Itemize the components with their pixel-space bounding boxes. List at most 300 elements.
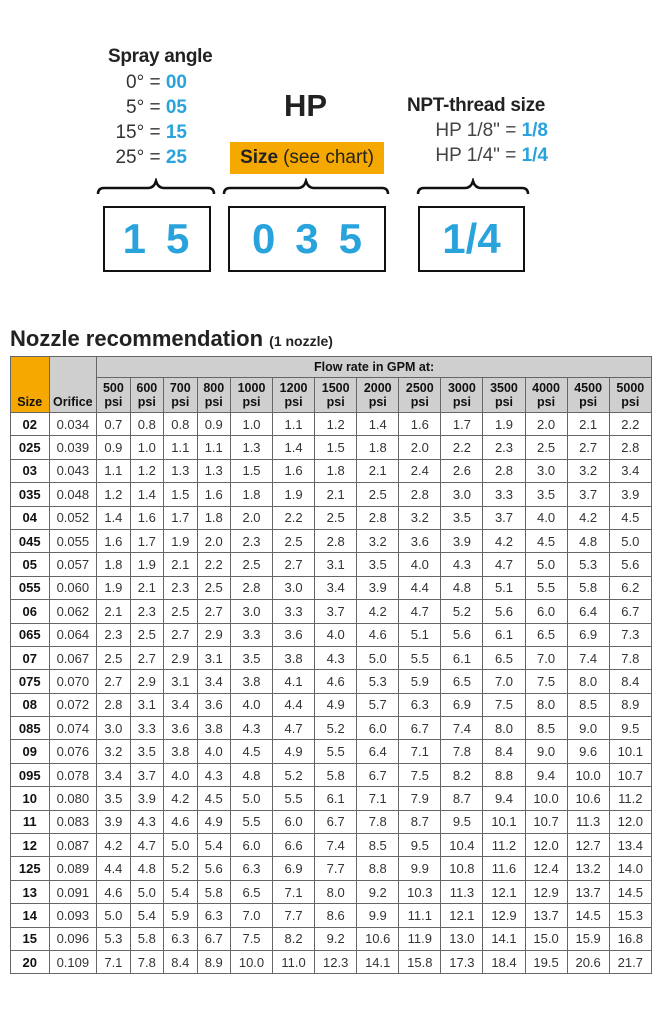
flow-cell: 10.7 [609, 763, 651, 786]
orifice-cell: 0.080 [49, 787, 97, 810]
flow-cell: 5.9 [399, 670, 441, 693]
orifice-cell: 0.060 [49, 576, 97, 599]
flow-cell: 7.5 [483, 693, 525, 716]
flow-cell: 1.8 [357, 436, 399, 459]
flow-cell: 10.1 [483, 810, 525, 833]
flow-cell: 2.8 [357, 506, 399, 529]
flow-cell: 2.0 [399, 436, 441, 459]
flow-cell: 5.3 [357, 670, 399, 693]
flow-cell: 7.5 [399, 763, 441, 786]
flow-cell: 2.5 [273, 529, 315, 552]
flow-cell: 8.0 [567, 670, 609, 693]
flow-cell: 6.0 [230, 834, 272, 857]
spray-angle-code: 25 [165, 147, 187, 168]
flow-cell: 9.5 [441, 810, 483, 833]
flow-cell: 10.3 [399, 880, 441, 903]
flow-cell: 5.2 [273, 763, 315, 786]
flow-cell: 3.9 [609, 483, 651, 506]
table-row [11, 646, 652, 669]
flow-cell: 1.4 [273, 436, 315, 459]
pressure-column-header [609, 378, 651, 413]
pressure-column-header [399, 378, 441, 413]
flow-cell: 5.4 [164, 880, 197, 903]
flow-cell: 0.8 [130, 413, 163, 436]
pressure-unit: psi [579, 395, 598, 409]
spray-angle-degree: 15° [115, 122, 145, 143]
flow-cell: 4.2 [97, 834, 130, 857]
orifice-cell: 0.034 [49, 413, 97, 436]
flow-cell: 2.1 [130, 576, 163, 599]
flow-cell: 1.0 [130, 436, 163, 459]
flow-cell: 6.7 [399, 717, 441, 740]
flow-cell: 16.8 [609, 927, 651, 950]
spray-angle-degree: 0° [126, 72, 145, 93]
table-row [11, 529, 652, 552]
pressure-unit: psi [368, 395, 387, 409]
flow-cell: 2.0 [230, 506, 272, 529]
flow-cell: 11.0 [273, 950, 315, 973]
flow-cell: 6.2 [609, 576, 651, 599]
flow-cell: 4.5 [230, 740, 272, 763]
spray-angle-list [112, 70, 187, 170]
pressure-value: 5000 [616, 381, 645, 395]
pressure-value: 3000 [447, 381, 476, 395]
flow-cell: 4.2 [567, 506, 609, 529]
flow-cell: 3.7 [567, 483, 609, 506]
flow-cell: 15.0 [525, 927, 567, 950]
pressure-unit: psi [621, 395, 640, 409]
table-row [11, 600, 652, 623]
flow-cell: 5.0 [97, 904, 130, 927]
flow-cell: 4.9 [315, 693, 357, 716]
flow-cell: 6.9 [273, 857, 315, 880]
flow-cell: 15.8 [399, 950, 441, 973]
flow-cell: 3.3 [130, 717, 163, 740]
flow-cell: 7.1 [357, 787, 399, 810]
flow-cell: 4.0 [525, 506, 567, 529]
flow-cell: 12.4 [525, 857, 567, 880]
size-cell: 08 [11, 693, 50, 716]
flow-cell: 11.3 [567, 810, 609, 833]
flow-cell: 2.3 [130, 600, 163, 623]
npt-thread-label: HP 1/4" [435, 145, 500, 166]
flow-cell: 10.0 [230, 950, 272, 973]
flow-cell: 1.8 [230, 483, 272, 506]
flow-cell: 3.6 [164, 717, 197, 740]
size-label: Size [240, 147, 279, 168]
flow-cell: 1.7 [130, 529, 163, 552]
flow-cell: 6.9 [441, 693, 483, 716]
size-cell: 125 [11, 857, 50, 880]
flow-cell: 13.0 [441, 927, 483, 950]
pressure-value: 800 [203, 381, 225, 395]
pressure-column-header [164, 378, 197, 413]
flow-cell: 5.5 [525, 576, 567, 599]
flow-cell: 4.6 [97, 880, 130, 903]
flow-cell: 2.8 [483, 459, 525, 482]
flow-cell: 4.0 [315, 623, 357, 646]
flow-cell: 5.3 [97, 927, 130, 950]
flow-cell: 6.7 [609, 600, 651, 623]
flow-cell: 1.7 [441, 413, 483, 436]
pressure-column-header [230, 378, 272, 413]
flow-cell: 1.1 [197, 436, 230, 459]
pressure-unit: psi [537, 395, 556, 409]
flow-cell: 3.1 [130, 693, 163, 716]
flow-cell: 8.5 [525, 717, 567, 740]
flow-cell: 12.9 [525, 880, 567, 903]
flow-cell: 1.6 [97, 529, 130, 552]
flow-cell: 1.0 [230, 413, 272, 436]
table-row [11, 483, 652, 506]
table-subtitle: (1 nozzle) [269, 333, 333, 349]
flow-cell: 5.8 [130, 927, 163, 950]
flow-cell: 4.3 [130, 810, 163, 833]
flow-cell: 5.0 [230, 787, 272, 810]
flow-cell: 12.7 [567, 834, 609, 857]
flow-cell: 3.5 [525, 483, 567, 506]
flow-cell: 6.5 [230, 880, 272, 903]
flow-cell: 2.3 [97, 623, 130, 646]
flow-cell: 6.6 [273, 834, 315, 857]
flow-cell: 2.2 [441, 436, 483, 459]
spray-angle-item [112, 145, 187, 170]
flow-cell: 4.4 [399, 576, 441, 599]
equals-sign: = [149, 147, 161, 168]
flow-cell: 5.4 [197, 834, 230, 857]
npt-thread-label: HP 1/8" [435, 120, 500, 141]
flow-cell: 1.6 [130, 506, 163, 529]
size-cell: 085 [11, 717, 50, 740]
orifice-cell: 0.057 [49, 553, 97, 576]
flow-cell: 4.0 [399, 553, 441, 576]
table-row [11, 834, 652, 857]
flow-cell: 3.0 [230, 600, 272, 623]
flow-cell: 7.8 [357, 810, 399, 833]
flow-cell: 3.4 [609, 459, 651, 482]
flow-cell: 3.2 [399, 506, 441, 529]
flow-cell: 1.3 [197, 459, 230, 482]
flow-cell: 2.5 [230, 553, 272, 576]
flow-cell: 3.3 [230, 623, 272, 646]
pressure-unit: psi [171, 395, 190, 409]
flow-cell: 3.5 [130, 740, 163, 763]
flow-cell: 2.3 [230, 529, 272, 552]
flow-cell: 2.4 [399, 459, 441, 482]
flow-cell: 5.9 [164, 904, 197, 927]
flow-cell: 1.4 [357, 413, 399, 436]
size-cell: 025 [11, 436, 50, 459]
flow-cell: 2.0 [197, 529, 230, 552]
flow-cell: 19.5 [525, 950, 567, 973]
flow-cell: 3.3 [483, 483, 525, 506]
table-row [11, 717, 652, 740]
flow-cell: 9.6 [567, 740, 609, 763]
orifice-cell: 0.043 [49, 459, 97, 482]
flow-cell: 5.5 [230, 810, 272, 833]
angle-code-box: 15 [103, 206, 211, 272]
size-cell: 075 [11, 670, 50, 693]
flow-cell: 2.0 [525, 413, 567, 436]
flow-cell: 7.8 [609, 646, 651, 669]
pressure-unit: psi [410, 395, 429, 409]
flow-cell: 4.8 [567, 529, 609, 552]
flow-cell: 5.4 [130, 904, 163, 927]
flow-cell: 9.2 [315, 927, 357, 950]
flow-cell: 9.5 [399, 834, 441, 857]
orifice-cell: 0.089 [49, 857, 97, 880]
size-cell: 095 [11, 763, 50, 786]
flow-cell: 4.4 [97, 857, 130, 880]
flow-cell: 1.9 [130, 553, 163, 576]
flow-cell: 8.2 [273, 927, 315, 950]
spray-angle-item [112, 120, 187, 145]
flow-cell: 4.5 [525, 529, 567, 552]
pressure-unit: psi [452, 395, 471, 409]
flow-cell: 4.2 [483, 529, 525, 552]
flow-cell: 1.2 [315, 413, 357, 436]
table-row [11, 904, 652, 927]
flow-cell: 4.2 [164, 787, 197, 810]
size-cell: 15 [11, 927, 50, 950]
flow-cell: 2.5 [315, 506, 357, 529]
pressure-unit: psi [242, 395, 261, 409]
flow-cell: 6.4 [357, 740, 399, 763]
flow-cell: 10.4 [441, 834, 483, 857]
table-row [11, 880, 652, 903]
flow-cell: 3.7 [315, 600, 357, 623]
orifice-cell: 0.087 [49, 834, 97, 857]
flow-cell: 3.7 [130, 763, 163, 786]
flow-cell: 1.5 [315, 436, 357, 459]
flow-cell: 12.1 [483, 880, 525, 903]
orifice-cell: 0.074 [49, 717, 97, 740]
flow-cell: 5.1 [399, 623, 441, 646]
flow-cell: 8.4 [609, 670, 651, 693]
flow-cell: 7.1 [399, 740, 441, 763]
flow-cell: 1.1 [97, 459, 130, 482]
pressure-value: 3500 [490, 381, 518, 395]
table-row [11, 436, 652, 459]
flow-cell: 4.9 [273, 740, 315, 763]
flow-cell: 7.8 [130, 950, 163, 973]
pressure-value: 500 [102, 381, 124, 395]
flow-cell: 20.6 [567, 950, 609, 973]
npt-thread-code: 1/8 [521, 120, 548, 141]
table-row [11, 413, 652, 436]
flow-cell: 2.1 [97, 600, 130, 623]
flow-cell: 10.8 [441, 857, 483, 880]
flow-cell: 6.0 [273, 810, 315, 833]
equals-sign: = [505, 120, 517, 141]
flow-cell: 0.9 [197, 413, 230, 436]
flow-cell: 15.9 [567, 927, 609, 950]
table-row [11, 576, 652, 599]
flow-cell: 8.2 [441, 763, 483, 786]
flow-cell: 5.0 [525, 553, 567, 576]
flow-cell: 4.9 [197, 810, 230, 833]
size-cell: 13 [11, 880, 50, 903]
flow-cell: 14.0 [609, 857, 651, 880]
flow-cell: 4.8 [230, 763, 272, 786]
flow-cell: 5.6 [483, 600, 525, 623]
flow-cell: 9.9 [399, 857, 441, 880]
orifice-cell: 0.096 [49, 927, 97, 950]
pressure-unit: psi [104, 395, 123, 409]
pressure-column-header [357, 378, 399, 413]
flow-cell: 12.0 [525, 834, 567, 857]
flow-cell: 6.1 [441, 646, 483, 669]
orifice-cell: 0.091 [49, 880, 97, 903]
size-cell: 20 [11, 950, 50, 973]
pressure-column-header [525, 378, 567, 413]
spray-angle-item [112, 70, 187, 95]
equals-sign: = [149, 97, 161, 118]
flow-cell: 1.8 [315, 459, 357, 482]
spray-angle-code: 15 [165, 122, 187, 143]
flow-cell: 9.0 [567, 717, 609, 740]
pressure-value: 4500 [574, 381, 603, 395]
flow-cell: 6.7 [197, 927, 230, 950]
flow-cell: 10.7 [525, 810, 567, 833]
flow-cell: 1.9 [273, 483, 315, 506]
flow-cell: 4.0 [164, 763, 197, 786]
flow-cell: 14.1 [357, 950, 399, 973]
flow-cell: 3.0 [441, 483, 483, 506]
pressure-unit: psi [137, 395, 156, 409]
flow-cell: 10.1 [609, 740, 651, 763]
flow-cell: 8.9 [197, 950, 230, 973]
table-row [11, 459, 652, 482]
flow-cell: 6.5 [483, 646, 525, 669]
flow-cell: 5.8 [315, 763, 357, 786]
size-cell: 12 [11, 834, 50, 857]
flow-cell: 5.7 [357, 693, 399, 716]
table-body [11, 413, 652, 974]
flow-cell: 3.1 [315, 553, 357, 576]
spray-angle-title: Spray angle [108, 46, 213, 67]
flow-cell: 4.8 [130, 857, 163, 880]
orifice-cell: 0.070 [49, 670, 97, 693]
flow-cell: 1.5 [230, 459, 272, 482]
flow-cell: 2.9 [164, 646, 197, 669]
pressure-value: 2000 [363, 381, 392, 395]
table-row [11, 740, 652, 763]
flow-cell: 8.6 [315, 904, 357, 927]
flow-cell: 6.3 [197, 904, 230, 927]
size-label-note: (see chart) [283, 147, 374, 168]
flow-cell: 3.9 [441, 529, 483, 552]
pressure-value: 600 [136, 381, 158, 395]
flow-cell: 4.7 [130, 834, 163, 857]
flow-cell: 1.9 [483, 413, 525, 436]
npt-thread-list [420, 118, 548, 168]
pressure-value: 1200 [279, 381, 308, 395]
flow-cell: 1.3 [164, 459, 197, 482]
size-cell: 05 [11, 553, 50, 576]
flow-cell: 4.3 [441, 553, 483, 576]
flow-cell: 8.9 [609, 693, 651, 716]
flow-cell: 3.0 [97, 717, 130, 740]
flow-cell: 0.9 [97, 436, 130, 459]
flow-cell: 8.8 [483, 763, 525, 786]
size-cell: 11 [11, 810, 50, 833]
pressure-column-header [483, 378, 525, 413]
flow-cell: 3.9 [97, 810, 130, 833]
table-row [11, 553, 652, 576]
model-title: HP [284, 88, 328, 123]
table-row [11, 670, 652, 693]
flow-cell: 2.2 [609, 413, 651, 436]
pressure-column-header [273, 378, 315, 413]
orifice-cell: 0.052 [49, 506, 97, 529]
flow-cell: 2.7 [164, 623, 197, 646]
orifice-cell: 0.072 [49, 693, 97, 716]
flow-cell: 7.3 [609, 623, 651, 646]
flow-cell: 2.7 [273, 553, 315, 576]
orifice-cell: 0.078 [49, 763, 97, 786]
flow-cell: 8.0 [315, 880, 357, 903]
flow-cell: 1.2 [97, 483, 130, 506]
flow-cell: 9.0 [525, 740, 567, 763]
size-cell: 02 [11, 413, 50, 436]
flow-cell: 4.5 [197, 787, 230, 810]
flow-cell: 8.4 [483, 740, 525, 763]
part-number-diagram [0, 0, 666, 300]
flow-cell: 3.2 [357, 529, 399, 552]
size-cell: 03 [11, 459, 50, 482]
flow-cell: 3.1 [164, 670, 197, 693]
flow-cell: 6.7 [315, 810, 357, 833]
pressure-unit: psi [494, 395, 513, 409]
flow-cell: 5.6 [609, 553, 651, 576]
flow-cell: 6.3 [164, 927, 197, 950]
flow-cell: 5.6 [197, 857, 230, 880]
flow-cell: 11.1 [399, 904, 441, 927]
flow-cell: 2.7 [97, 670, 130, 693]
pressure-value: 1000 [237, 381, 266, 395]
table-row [11, 693, 652, 716]
flow-cell: 5.0 [357, 646, 399, 669]
pressure-unit: psi [204, 395, 223, 409]
flow-cell: 4.3 [230, 717, 272, 740]
size-cell: 04 [11, 506, 50, 529]
orifice-cell: 0.109 [49, 950, 97, 973]
flow-cell: 3.9 [357, 576, 399, 599]
flow-cell: 2.7 [197, 600, 230, 623]
flow-cell: 3.2 [97, 740, 130, 763]
flow-cell: 8.7 [441, 787, 483, 810]
size-cell: 055 [11, 576, 50, 599]
flow-cell: 7.9 [399, 787, 441, 810]
flow-cell: 2.5 [164, 600, 197, 623]
pressure-column-header [315, 378, 357, 413]
pressure-unit: psi [326, 395, 345, 409]
flow-cell: 11.3 [441, 880, 483, 903]
flow-cell: 3.5 [97, 787, 130, 810]
flow-cell: 13.4 [609, 834, 651, 857]
flow-cell: 6.7 [357, 763, 399, 786]
flow-cell: 5.8 [567, 576, 609, 599]
size-cell: 045 [11, 529, 50, 552]
flow-cell: 13.7 [525, 904, 567, 927]
flow-cell: 11.9 [399, 927, 441, 950]
flow-cell: 1.6 [197, 483, 230, 506]
npt-thread-item [420, 143, 548, 168]
flow-cell: 3.6 [197, 693, 230, 716]
flow-cell: 5.5 [315, 740, 357, 763]
nozzle-table [10, 356, 652, 974]
